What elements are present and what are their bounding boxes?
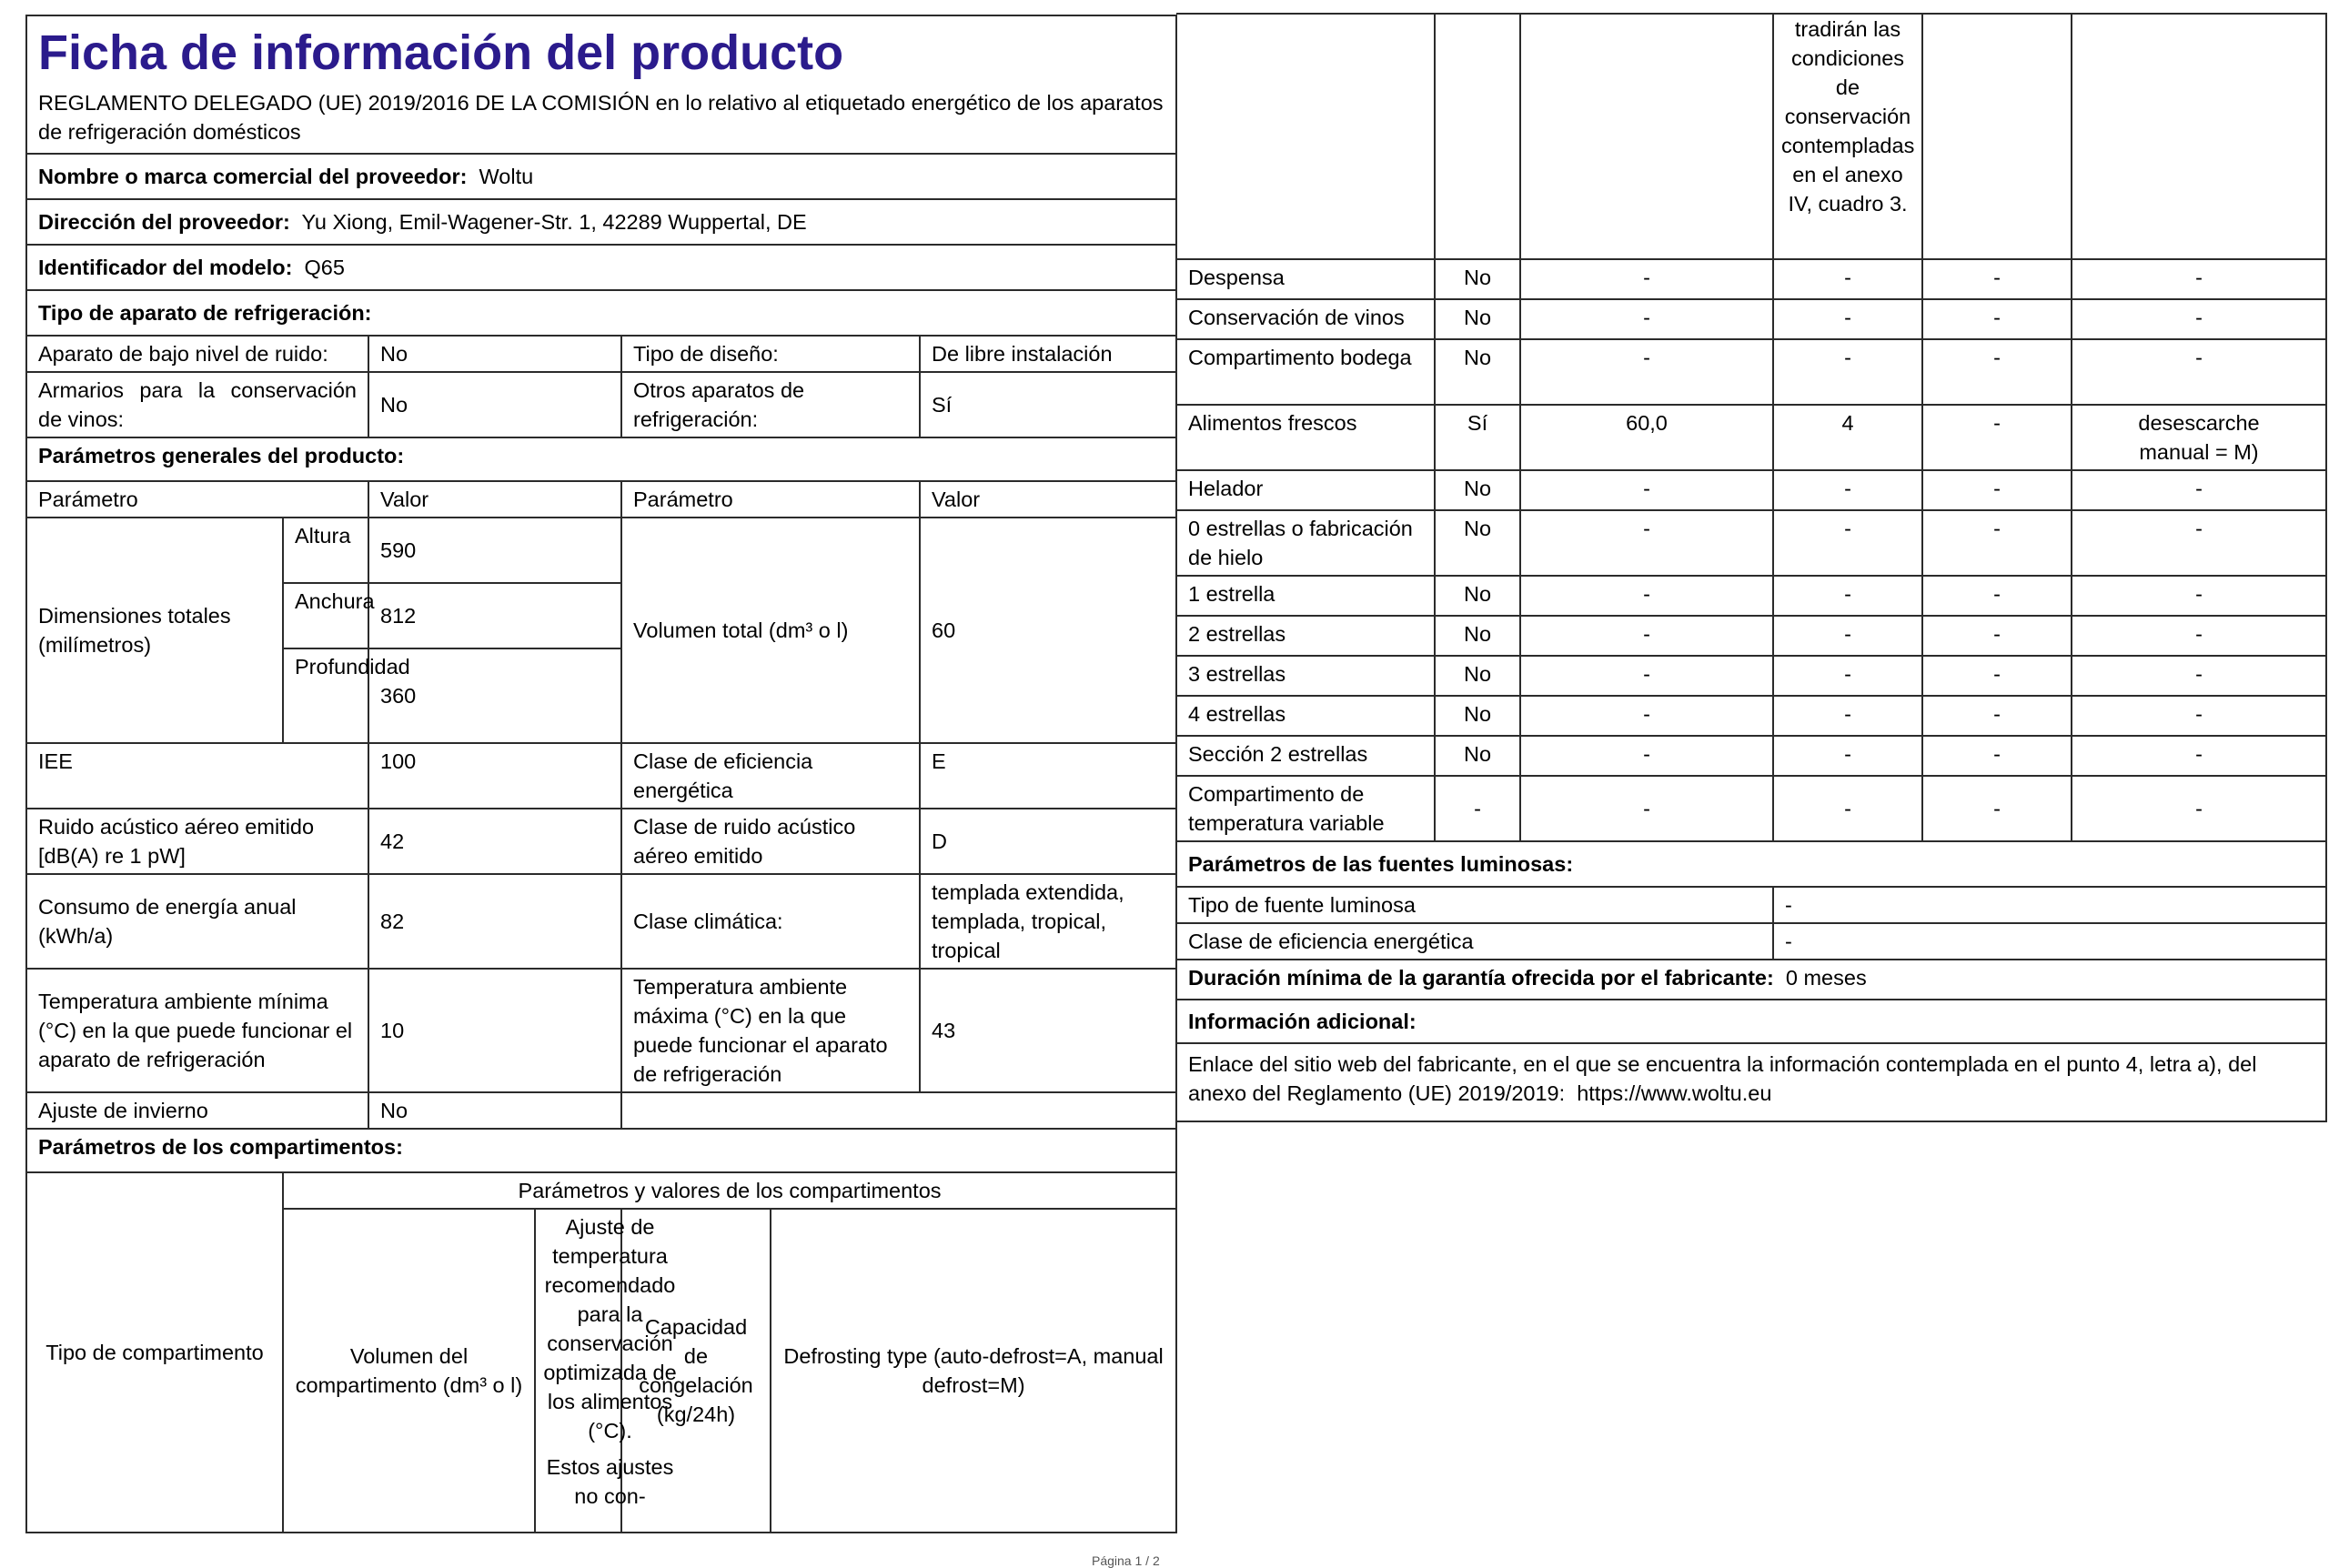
- compartment-name: Compartimento bodega: [1176, 339, 1435, 405]
- model-label: Identificador del modelo:: [38, 256, 293, 279]
- additional-info-heading: Información adicional:: [1176, 1000, 2326, 1043]
- height-value: 590: [368, 518, 621, 583]
- col-header-param: Parámetro: [26, 481, 368, 518]
- compartment-row: [1176, 776, 2326, 841]
- compartment-name: 1 estrella: [1176, 576, 1435, 616]
- compartment-params-header: Parámetros y valores de los compartimentos: [283, 1172, 1176, 1209]
- compartment-row: [1176, 259, 2326, 299]
- compartment-freezing-capacity: -: [1922, 470, 2072, 510]
- compartment-name: 2 estrellas: [1176, 616, 1435, 656]
- wine-cabinet-label: Armarios para la conservación de vinos:: [26, 372, 368, 437]
- manufacturer-url[interactable]: https://www.woltu.eu: [1577, 1081, 1772, 1105]
- compartment-defrost-type: -: [2072, 470, 2326, 510]
- max-temp-value: 43: [920, 969, 1176, 1092]
- compartment-temperature: -: [1773, 736, 1922, 776]
- compartment-row: [1176, 616, 2326, 656]
- height-label: Altura: [283, 518, 368, 583]
- compartment-freezing-capacity: -: [1922, 299, 2072, 339]
- noise-value: 42: [368, 809, 621, 874]
- compartment-rows: [1176, 259, 2326, 841]
- noise-class-value: D: [920, 809, 1176, 874]
- light-class-value: -: [1773, 923, 2326, 960]
- compartment-temperature: -: [1773, 470, 1922, 510]
- noise-label: Ruido acústico aéreo emitido [dB(A) re 1 pW]: [26, 809, 368, 874]
- compartment-temperature: -: [1773, 259, 1922, 299]
- compartment-present: No: [1435, 576, 1520, 616]
- compartment-freezing-capacity: -: [1922, 616, 2072, 656]
- compartment-name: 3 estrellas: [1176, 656, 1435, 696]
- compartment-name: Alimentos frescos: [1176, 405, 1435, 470]
- low-noise-value: No: [368, 336, 621, 372]
- other-appliance-label: Otros aparatos de refrigeración:: [621, 372, 920, 437]
- compartment-volume: -: [1520, 470, 1773, 510]
- right-column: [1175, 13, 2325, 1122]
- wine-cabinet-value: No: [368, 372, 621, 437]
- design-type-value: De libre instalación: [920, 336, 1176, 372]
- continuation-empty-1: [1176, 14, 1435, 259]
- light-type-value: -: [1773, 887, 2326, 923]
- left-column: [25, 15, 1175, 1533]
- min-temp-value: 10: [368, 969, 621, 1092]
- compartment-present: No: [1435, 656, 1520, 696]
- depth-label: Profundidad: [283, 648, 368, 743]
- compartment-present: No: [1435, 339, 1520, 405]
- compartment-present: -: [1435, 776, 1520, 841]
- compartment-row: [1176, 405, 2326, 470]
- compartment-volume: -: [1520, 656, 1773, 696]
- compartment-defrost-type: -: [2072, 616, 2326, 656]
- compartment-name: 4 estrellas: [1176, 696, 1435, 736]
- compartment-temperature: -: [1773, 776, 1922, 841]
- compartment-present: No: [1435, 470, 1520, 510]
- compartment-temperature: -: [1773, 656, 1922, 696]
- other-appliance-value: Sí: [920, 372, 1176, 437]
- compartment-defrost-type: -: [2072, 576, 2326, 616]
- continuation-empty-5: [2072, 14, 2326, 259]
- compartment-defrost-type: -: [2072, 299, 2326, 339]
- empty-cell: [621, 1092, 1176, 1129]
- compartment-row: [1176, 470, 2326, 510]
- compartment-freezing-capacity: -: [1922, 339, 2072, 405]
- compartment-volume: -: [1520, 736, 1773, 776]
- compartment-present: No: [1435, 510, 1520, 576]
- compartment-name: Sección 2 estrellas: [1176, 736, 1435, 776]
- compartment-temperature: 4: [1773, 405, 1922, 470]
- low-noise-label: Aparato de bajo nivel de ruido:: [26, 336, 368, 372]
- climate-class-label: Clase climática:: [621, 874, 920, 969]
- supplier-name-label: Nombre o marca comercial del proveedor:: [38, 165, 468, 188]
- freezing-capacity-header: Capacidad de congelación (kg/24h): [621, 1209, 771, 1533]
- continuation-empty-4: [1922, 14, 2072, 259]
- compartment-freezing-capacity: -: [1922, 776, 2072, 841]
- supplier-name-value: Woltu: [479, 165, 534, 188]
- efficiency-class-label: Clase de eficiencia energética: [621, 743, 920, 809]
- compartment-present: Sí: [1435, 405, 1520, 470]
- energy-consumption-value: 82: [368, 874, 621, 969]
- max-temp-label: Temperatura ambiente máxima (°C) en la que puede funcionar el aparato de refrigeración: [621, 969, 920, 1092]
- winter-setting-value: No: [368, 1092, 621, 1129]
- col-header-value: Valor: [368, 481, 621, 518]
- additional-info-row: [1176, 1043, 2326, 1121]
- light-type-label: Tipo de fuente luminosa: [1176, 887, 1773, 923]
- compartment-volume: -: [1520, 510, 1773, 576]
- compartment-row: [1176, 339, 2326, 405]
- compartment-temperature: -: [1773, 510, 1922, 576]
- compartment-temperature: -: [1773, 339, 1922, 405]
- compartment-name: Conservación de vinos: [1176, 299, 1435, 339]
- appliance-type-heading: Tipo de aparato de refrigeración:: [26, 290, 1176, 336]
- compartment-name: Helador: [1176, 470, 1435, 510]
- continuation-empty-2: [1435, 14, 1520, 259]
- compartment-defrost-type: desescarche manual = M): [2072, 405, 2326, 470]
- supplier-address-label: Dirección del proveedor:: [38, 210, 290, 234]
- compartment-defrost-type: -: [2072, 736, 2326, 776]
- compartment-row: [1176, 576, 2326, 616]
- compartment-name: 0 estrellas o fabricación de hielo: [1176, 510, 1435, 576]
- compartment-freezing-capacity: -: [1922, 510, 2072, 576]
- compartment-volume: -: [1520, 339, 1773, 405]
- sub-header-table: [284, 1210, 684, 1532]
- compartment-freezing-capacity: -: [1922, 576, 2072, 616]
- compartment-volume: -: [1520, 776, 1773, 841]
- compartment-volume: -: [1520, 259, 1773, 299]
- general-params-heading: Parámetros generales del producto:: [26, 437, 1176, 481]
- additional-info-text: Enlace del sitio web del fabricante, en el que se encuentra la información contemplada en el punto 4, letra a), del anexo del Reglamento (UE) 2019/2019:: [1188, 1052, 2257, 1105]
- compartment-name: Despensa: [1176, 259, 1435, 299]
- model-row: [26, 245, 1176, 290]
- compartment-type-header: Tipo de compartimento: [26, 1172, 283, 1533]
- compartment-defrost-type: -: [2072, 776, 2326, 841]
- compartments-heading: Parámetros de los compartimentos:: [26, 1129, 1176, 1172]
- compartment-present: No: [1435, 299, 1520, 339]
- warranty-value: 0 meses: [1785, 966, 1867, 990]
- supplier-name-row: [26, 154, 1176, 199]
- compartment-present: No: [1435, 616, 1520, 656]
- warranty-label: Duración mínima de la garantía ofrecida por el fabricante:: [1188, 966, 1774, 990]
- design-type-label: Tipo de diseño:: [621, 336, 920, 372]
- compartment-row: [1176, 736, 2326, 776]
- compartment-present: No: [1435, 736, 1520, 776]
- model-value: Q65: [304, 256, 345, 279]
- noise-class-label: Clase de ruido acústico aéreo emitido: [621, 809, 920, 874]
- compartment-temperature: -: [1773, 616, 1922, 656]
- iee-label: IEE: [26, 743, 368, 809]
- width-value: 812: [368, 583, 621, 648]
- light-class-label: Clase de eficiencia energética: [1176, 923, 1773, 960]
- regulation-text: REGLAMENTO DELEGADO (UE) 2019/2016 DE LA COMISIÓN en lo relativo al etiquetado energético de los aparatos de refrigeración domésticos: [38, 91, 1164, 144]
- supplier-address-row: [26, 199, 1176, 245]
- total-volume-label: Volumen total (dm³ o l): [621, 518, 920, 743]
- volume-header: Volumen del compartimento (dm³ o l): [284, 1210, 535, 1532]
- compartment-freezing-capacity: -: [1922, 259, 2072, 299]
- temp-header-text: Ajuste de temperatura recomendado para la conservación optimizada de los alimentos (°C).: [543, 1215, 677, 1442]
- compartment-name: Compartimento de temperatura variable: [1176, 776, 1435, 841]
- compartment-volume: -: [1520, 576, 1773, 616]
- compartment-freezing-capacity: -: [1922, 656, 2072, 696]
- compartment-freezing-capacity: -: [1922, 736, 2072, 776]
- iee-value: 100: [368, 743, 621, 809]
- compartment-defrost-type: -: [2072, 656, 2326, 696]
- dimensions-label: Dimensiones totales (milímetros): [26, 518, 283, 743]
- compartment-freezing-capacity: -: [1922, 405, 2072, 470]
- page-number: Página 1 / 2: [1092, 1553, 1160, 1568]
- compartment-temperature: -: [1773, 576, 1922, 616]
- total-volume-value: 60: [920, 518, 1176, 743]
- compartment-defrost-type: -: [2072, 259, 2326, 299]
- compartment-temperature: -: [1773, 299, 1922, 339]
- compartment-defrost-type: -: [2072, 696, 2326, 736]
- temp-header-continued: tradirán las condiciones de conservación contempladas en el anexo IV, cuadro 3.: [1773, 14, 1922, 259]
- compartment-row: [1176, 656, 2326, 696]
- supplier-address-value: Yu Xiong, Emil-Wagener-Str. 1, 42289 Wuppertal, DE: [301, 210, 807, 234]
- header-table: [25, 15, 1177, 1533]
- continuation-empty-3: [1520, 14, 1773, 259]
- page-title: Ficha de información del producto: [38, 25, 844, 80]
- efficiency-class-value: E: [920, 743, 1176, 809]
- compartment-volume: -: [1520, 696, 1773, 736]
- defrost-type-header: Defrosting type (auto-defrost=A, manual defrost=M): [771, 1209, 1176, 1533]
- compartment-defrost-type: -: [2072, 339, 2326, 405]
- compartment-defrost-type: -: [2072, 510, 2326, 576]
- col-header-param-2: Parámetro: [621, 481, 920, 518]
- compartment-volume: 60,0: [1520, 405, 1773, 470]
- col-header-value-2: Valor: [920, 481, 1176, 518]
- compartment-volume: -: [1520, 616, 1773, 656]
- compartment-temperature: -: [1773, 696, 1922, 736]
- energy-consumption-label: Consumo de energía anual (kWh/a): [26, 874, 368, 969]
- compartment-volume: -: [1520, 299, 1773, 339]
- compartment-row: [1176, 299, 2326, 339]
- compartment-row: [1176, 696, 2326, 736]
- volume-header-cell: [283, 1209, 677, 1533]
- light-source-heading: Parámetros de las fuentes luminosas:: [1176, 841, 2326, 887]
- compartment-present: No: [1435, 259, 1520, 299]
- compartments-table: [1175, 13, 2327, 1122]
- depth-value: 360: [368, 648, 621, 743]
- temp-header-note: Estos ajustes no con-: [546, 1455, 674, 1508]
- climate-class-value: templada extendida, templada, tropical, tropical: [920, 874, 1176, 969]
- width-label: Anchura: [283, 583, 368, 648]
- compartment-present: No: [1435, 696, 1520, 736]
- compartment-freezing-capacity: -: [1922, 696, 2072, 736]
- warranty-row: [1176, 960, 2326, 1000]
- min-temp-label: Temperatura ambiente mínima (°C) en la que puede funcionar el aparato de refrigeración: [26, 969, 368, 1092]
- compartment-row: [1176, 510, 2326, 576]
- winter-setting-label: Ajuste de invierno: [26, 1092, 368, 1129]
